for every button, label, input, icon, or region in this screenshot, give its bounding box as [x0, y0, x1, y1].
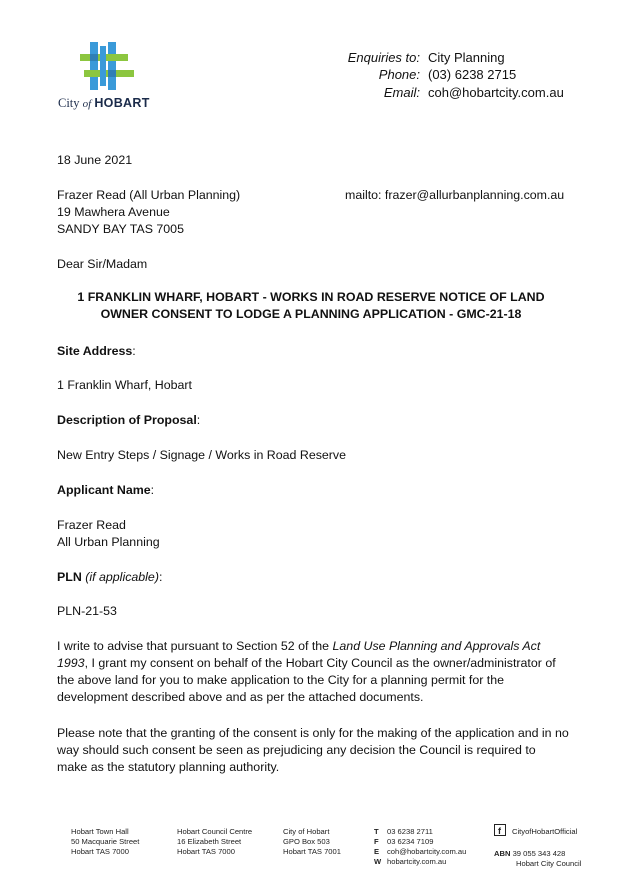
salutation: Dear Sir/Madam: [57, 257, 148, 271]
contact-key: T: [374, 827, 379, 836]
letter-date: 18 June 2021: [57, 153, 133, 167]
proposal-value: New Entry Steps / Signage / Works in Road Reserve: [57, 448, 347, 462]
proposal-label: Description of Proposal: [57, 413, 197, 427]
applicant-colon: :: [150, 483, 155, 497]
footer-col3-line: GPO Box 503: [283, 837, 330, 846]
footer-contact-row: [374, 837, 466, 847]
facebook-handle[interactable]: CityofHobartOfficial: [512, 827, 578, 836]
heading-line-2: OWNER CONSENT TO LODGE A PLANNING APPLICATION - GMC-21-18: [100, 307, 522, 321]
footer-col1-line: 50 Macquarie Street: [71, 837, 140, 846]
pln-qualifier: (if applicable): [85, 570, 159, 584]
contact-key: F: [374, 837, 379, 846]
city-of-hobart-logo-icon: [80, 42, 134, 92]
site-address-colon: :: [132, 344, 136, 358]
paragraph1-post: , I grant my consent on behalf of the Hobart City Council as the owner/administrator of the above land for you to make application to the City for a planning permit for the development described above and as per the attached documents.: [57, 656, 556, 704]
enquiries-to-label: Enquiries to:: [347, 50, 420, 65]
pln-label: PLN: [57, 570, 82, 584]
applicant-heading: [57, 482, 154, 499]
contact-fax: 03 6234 7109: [387, 837, 434, 846]
site-address-label: Site Address: [57, 344, 133, 358]
contact-key: E: [374, 847, 380, 856]
recipient-name: Frazer Read (All Urban Planning): [57, 188, 241, 202]
footer-col2-line: Hobart TAS 7000: [177, 847, 235, 856]
email-label: Email:: [383, 85, 420, 100]
applicant-company: All Urban Planning: [57, 535, 160, 549]
consent-paragraph: [57, 638, 569, 706]
heading-line-1: 1 FRANKLIN WHARF, HOBART - WORKS IN ROAD RESERVE NOTICE OF LAND: [77, 290, 545, 304]
footer-postal: [283, 827, 341, 857]
applicant-name: Frazer Read: [57, 518, 126, 532]
site-address-heading: [57, 343, 136, 360]
footer-col2-line: 16 Elizabeth Street: [177, 837, 242, 846]
footer-col3-line: Hobart TAS 7001: [283, 847, 341, 856]
footer-contact-row: [374, 847, 466, 857]
footer-contact-row: [374, 857, 466, 867]
contact-key: W: [374, 857, 382, 866]
footer-council-centre: [177, 827, 252, 857]
footer-contacts: [374, 827, 466, 867]
note-paragraph: Please note that the granting of the consent is only for the making of the application and in no way should such consent be seen as prejudicing any decision the Council is required to make as the statutory planning authority.: [57, 726, 569, 774]
facebook-icon[interactable]: [494, 824, 506, 836]
site-address-value: 1 Franklin Wharf, Hobart: [57, 378, 192, 392]
footer-col1-line: Hobart TAS 7000: [71, 847, 129, 856]
logo-wordmark: [58, 96, 150, 111]
recipient-suburb: SANDY BAY TAS 7005: [57, 222, 184, 236]
footer-contact-row: [374, 827, 466, 837]
abn-label: ABN: [494, 849, 511, 858]
abn-value: 39 055 343 428: [512, 849, 566, 858]
paragraph1-act: Land Use Planning and Approvals Act 1993: [57, 639, 541, 670]
footer-col2-line: Hobart Council Centre: [177, 827, 253, 836]
letter-heading: [40, 289, 582, 323]
svg-text:f: f: [498, 826, 501, 835]
logo-of: of: [82, 98, 92, 110]
contact-phone: 03 6238 2711: [387, 827, 433, 836]
recipient-street: 19 Mawhera Avenue: [57, 205, 170, 219]
footer-col1-line: Hobart Town Hall: [71, 827, 129, 836]
pln-heading: [57, 569, 162, 586]
footer-town-hall: [71, 827, 139, 857]
contact-website[interactable]: hobartcity.com.au: [387, 857, 447, 866]
logo-city: City: [58, 96, 80, 110]
pln-colon: :: [158, 570, 163, 584]
contact-email[interactable]: coh@hobartcity.com.au: [387, 847, 467, 856]
recipient-mailto[interactable]: mailto: frazer@allurbanplanning.com.au: [345, 188, 565, 202]
email-value[interactable]: coh@hobartcity.com.au: [428, 85, 564, 100]
proposal-colon: :: [196, 413, 201, 427]
enquiries-to-value: City Planning: [428, 50, 505, 65]
phone-value: (03) 6238 2715: [428, 67, 517, 82]
paragraph1-pre: I write to advise that pursuant to Section 52 of the: [57, 639, 333, 653]
footer-col3-line: City of Hobart: [283, 827, 330, 836]
footer-abn: [494, 849, 565, 859]
proposal-heading: [57, 412, 200, 429]
applicant-label: Applicant Name: [57, 483, 151, 497]
pln-value: PLN-21-53: [57, 604, 117, 618]
footer-council-name: Hobart City Council: [516, 859, 582, 868]
phone-label: Phone:: [378, 67, 420, 82]
logo-hobart: HOBART: [94, 96, 150, 110]
